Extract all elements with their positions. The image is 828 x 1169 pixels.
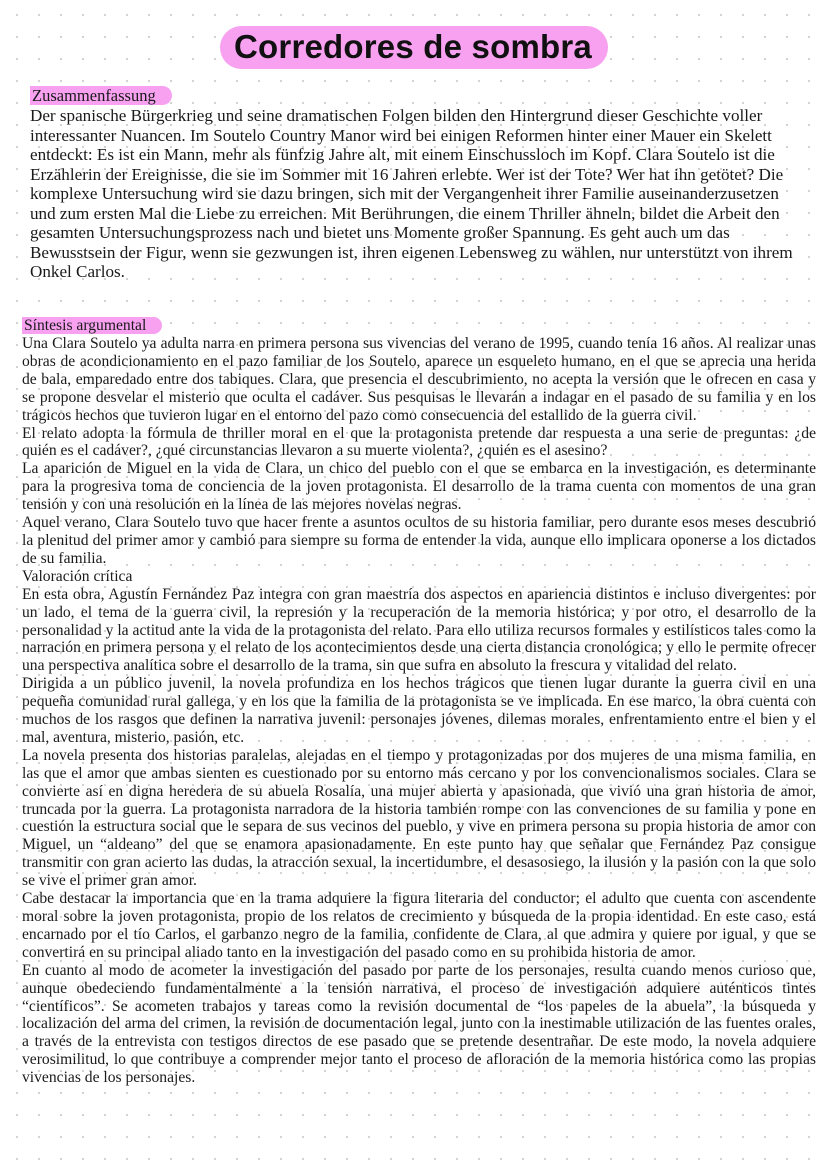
critique-paragraph: En cuanto al modo de acometer la investigación del pasado por parte de los personajes, resulta cuando menos curioso que, aunque obedeciendo fundamentalmente a la tensión narrativa, el proceso de investigación adquiere auténticos tintes “científicos”. Se acometen trabajos y tareas como la revisión documental de “los papeles de la abuela”, la búsqueda y localización del arma del crimen, la revisión de documentación legal, junto con la inestimable utilización de las fuentes orales, a través de la entrevista con testigos directos de ese pasado que se pretende desentrañar. De este modo, la novela adquiere verosimilitud, lo que contribuye a comprender mejor tanto el proceso de afloración de la memoria histórica como las propias vivencias de los personajes.: [22, 961, 816, 1087]
synthesis-section: [22, 317, 816, 1087]
critique-paragraph: En esta obra, Agustín Fernández Paz integra con gran maestría dos aspectos en apariencia distintos e incluso divergentes: por un lado, el tema de la guerra civil, la represión y la recuperación de la memoria histórica; y por otro, el desarrollo de la personalidad y la actitud ante la vida de la protagonista del relato. Para ello utiliza recursos formales y estilísticos tales como la narración en primera persona y el relato de los acontecimientos desde una cierta distancia cronológica; y ello le permite ofrecer una perspectiva analítica sobre el desarrollo de la trama, sin que sufra en absoluto la frescura y vitalidad del relato.: [22, 585, 816, 675]
critique-paragraph: La novela presenta dos historias paralelas, alejadas en el tiempo y protagonizadas por dos mujeres de una misma familia, en las que el amor que ambas sienten es cuestionado por su entorno más cercano y por los convencionalismos sociales. Clara se convierte así en digna heredera de su abuela Rosalía, una mujer abierta y apasionada, que vivió una gran historia de amor, truncada por la guerra. La protagonista narradora de la historia también rompe con las convenciones de su familia y pone en cuestión la estructura social que le separa de sus vecinos del pueblo, y vive en primera persona su propia historia de amor con Miguel, un “aldeano” del que se enamora apasionadamente. En este punto hay que señalar que Fernández Paz consigue transmitir con gran acierto las dudas, la atracción sexual, la incertidumbre, el desasosiego, la ilusión y la pasión con la que solo se vive el primer gran amor.: [22, 746, 816, 890]
title-container: [0, 26, 828, 69]
document-title: Corredores de sombra: [220, 26, 608, 69]
summary-heading: Zusammenfassung: [30, 86, 172, 105]
synthesis-paragraph: Una Clara Soutelo ya adulta narra en primera persona sus vivencias del verano de 1995, cuando tenía 16 años. Al realizar unas obras de acondicionamiento en el pazo familiar de los Soutelo, aparece un esqueleto humano, en el que se aprecia una herida de bala, emparedado entre dos tabiques. Clara, que presencia el descubrimiento, no acepta la versión que le ofrecen en casa y se propone desvelar el misterio que oculta el cadáver. Sus pesquisas le llevarán a indagar en el pasado de su familia y en los trágicos hechos que tuvieron lugar en el entorno del pazo como consecuencia del estallido de la guerra civil.: [22, 335, 816, 424]
critique-paragraph: Dirigida a un público juvenil, la novela profundiza en los hechos trágicos que tienen lugar durante la guerra civil en una pequeña comunidad rural gallega, y en los que la familia de la protagonista se ve implicada. En ese marco, la obra cuenta con muchos de los rasgos que definen la narrativa juvenil: personajes jóvenes, dilemas morales, enfrentamiento entre el bien y el mal, aventura, misterio, pasión, etc.: [22, 675, 816, 746]
synthesis-paragraph: Aquel verano, Clara Soutelo tuvo que hacer frente a asuntos ocultos de su historia familiar, pero durante esos meses descubrió la plenitud del primer amor y cambió para siempre su forma de entender la vida, aunque ello implicara oponerse a los dictados de su familia.: [22, 514, 816, 567]
critique-heading: Valoración crítica: [22, 567, 133, 585]
synthesis-paragraph: La aparición de Miguel en la vida de Clara, un chico del pueblo con el que se embarca en la investigación, es determinante para la progresiva toma de conciencia de la joven protagonista. El desarrollo de la trama cuenta con momentos de una gran tensión y con una resolución en la línea de las mejores novelas negras.: [22, 460, 816, 514]
summary-section: [30, 86, 805, 282]
synthesis-heading: Síntesis argumental: [22, 317, 162, 334]
synthesis-paragraph: El relato adopta la fórmula de thriller moral en el que la protagonista pretende dar respuesta a una serie de preguntas: ¿de quién es el cadáver?, ¿qué circunstancias llevaron a su muerte violenta?, ¿quién es el asesino?: [22, 424, 816, 460]
critique-paragraph: Cabe destacar la importancia que en la trama adquiere la figura literaria del conductor; el adulto que cuenta con ascendente moral sobre la joven protagonista, propio de los relatos de crecimiento y búsqueda de la propia identidad. En este caso, está encarnado por el tío Carlos, el garbanzo negro de la familia, confidente de Clara, al que admira y quiere por igual, y que se convertirá en su principal aliado tanto en la investigación del pasado como en su prohibida historia de amor.: [22, 890, 816, 961]
summary-text: Der spanische Bürgerkrieg und seine dramatischen Folgen bilden den Hintergrund dieser Geschichte voller interessanter Nuancen. Im Soutelo Country Manor wird bei einigen Reformen hinter einer Mauer ein Skelett entdeckt: Es ist ein Mann, mehr als fünfzig Jahre alt, mit einem Einschussloch im Kopf. Clara Soutelo ist die Erzählerin der Ereignisse, die sie im Sommer mit 16 Jahren erlebte. Wer ist der Tote? Wer hat ihn getötet? Die komplexe Untersuchung wird sie dazu bringen, sich mit der Vergangenheit ihrer Familie auseinanderzusetzen und zum ersten Mal die Liebe zu erreichen. Mit Berührungen, die einem Thriller ähneln, bildet die Arbeit den gesamten Untersuchungsprozess nach und bietet uns Momente großer Spannung. Es geht auch um das Bewusstsein der Figur, wenn sie gezwungen ist, ihren eigenen Lebensweg zu wählen, nur unterstützt von ihrem Onkel Carlos.: [30, 106, 793, 281]
